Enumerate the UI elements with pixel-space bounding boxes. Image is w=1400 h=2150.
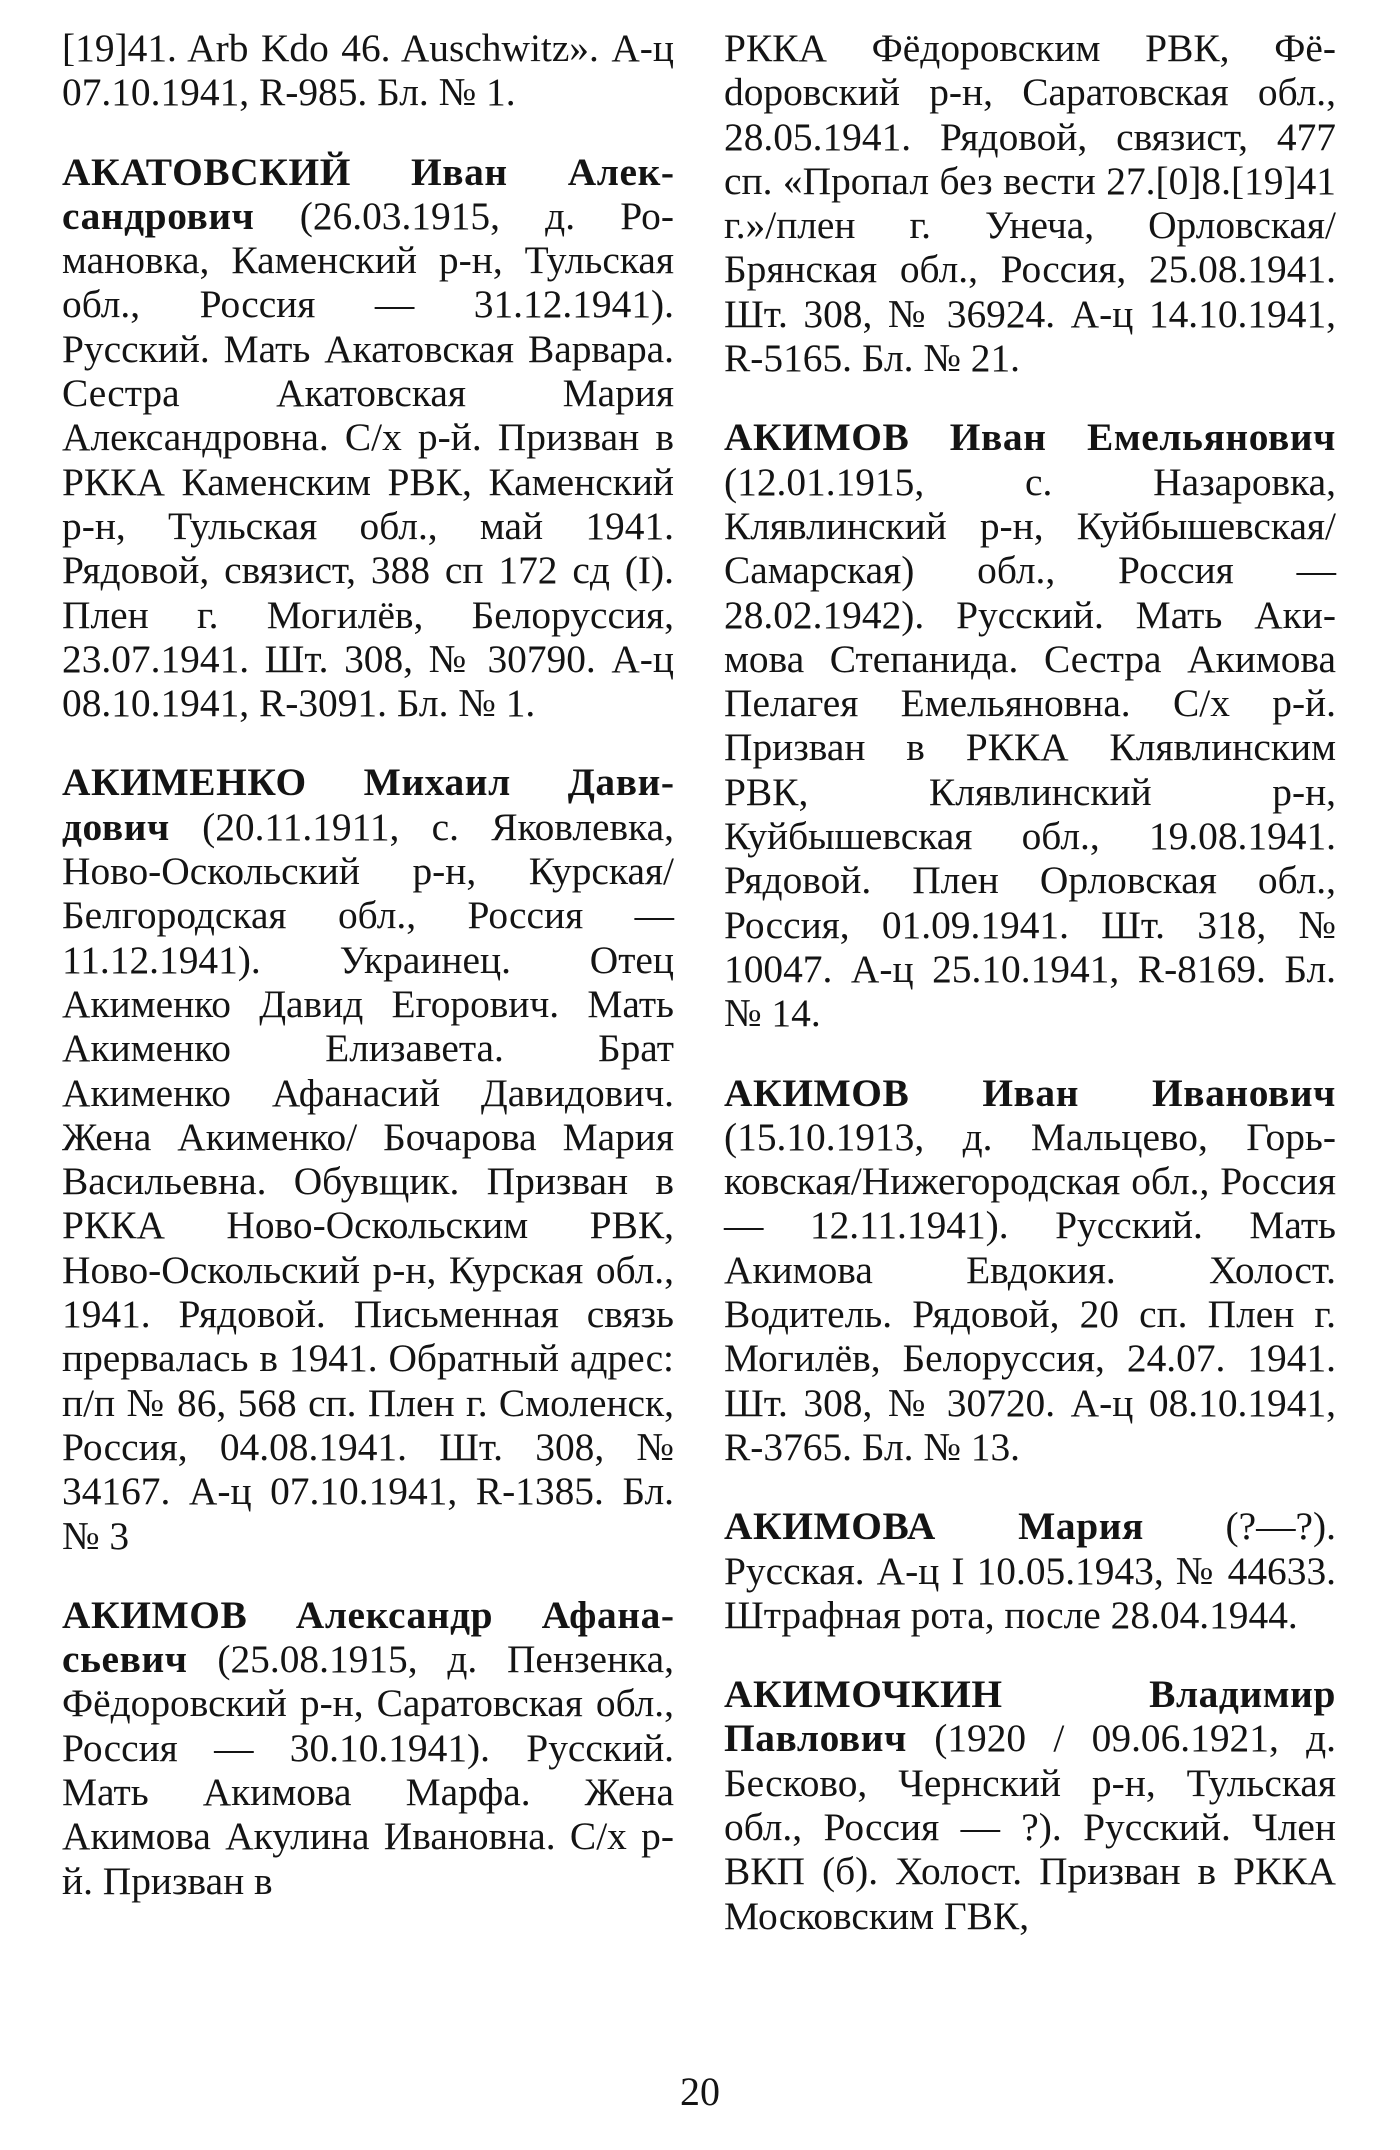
- entry-text: РККА Фёдоровским РВК, Фёdоровский р-н, Саратовская обл., 28.05.1941. Рядовой, связист, 477 сп. «Пропал без вести 27.[0]8.[19]41 г.»/плен г. Унеча, Орловская/Брянская обл., Россия, 25.08.1941. Шт. 308, № 36924. А-ц 14.10.1941, R-5165. Бл. № 21.: [724, 26, 1336, 381]
- entry-text: (20.11.1911, с. Яковлевка, Ново-Оскольский р-н, Курская/ Белгородская обл., Россия — 11.12.1941). Украинец. Отец Акименко Давид Егорович. Мать Акименко Елизавета. Брат Акименко Афанасий Давидович. Жена Акименко/ Бочарова Мария Васильевна. Обувщик. Призван в РККА Ново-Оскольским РВК, Ново-Оскольский р-н, Курская обл., 1941. Рядовой. Письменная связь прервалась в 1941. Обратный адрес: п/п № 86, 568 сп. Плен г. Смоленск, Россия, 04.08.1941. Шт. 308, № 34167. А-ц 07.10.1941, R-1385. Бл. № 3: [62, 804, 674, 1558]
- entry-akimov-ivan-ivanovich: [724, 1071, 1336, 1470]
- entry-text: (15.10.1913, д. Мальцево, Горьковская/Нижегородская обл., Россия — 12.11.1941). Русский. Мать Акимова Евдокия. Холост. Водитель. Рядовой, 20 сп. Плен г. Могилёв, Белоруссия, 24.07. 1941. Шт. 308, № 30720. А-ц 08.10.1941, R-3765. Бл. № 13.: [724, 1114, 1336, 1469]
- page-number: 20: [680, 2069, 720, 2114]
- entry-text: (26.03.1915, д. Романовка, Каменский р-н, Тульская обл., Россия — 31.12.1941). Русский. Мать Акатовская Варвара. Сестра Акатовская Мария Александровна. С/х р-й. Призван в РККА Каменским РВК, Каменский р-н, Тульская обл., май 1941. Рядовой, связист, 388 сп 172 сд (I). Плен г. Могилёв, Белоруссия, 23.07.1941. Шт. 308, № 30790. А-ц 08.10.1941, R-3091. Бл. № 1.: [62, 193, 674, 726]
- entry-text: (25.08.1915, д. Пензенка, Фёдоровский р-н, Саратовская обл., Россия — 30.10.1941). Русский. Мать Акимова Марфа. Жена Акимова Акулина Ивановна. С/х р-й. Призван в: [62, 1637, 674, 1903]
- entry-name: АКАТОВСКИЙ Иван Александрович: [62, 149, 674, 238]
- entry-akimova-maria: [724, 1504, 1336, 1637]
- left-column: [62, 26, 674, 1938]
- right-column: [724, 26, 1336, 1973]
- entry-name: АКИМОВ Иван Емельянович: [724, 415, 1336, 460]
- entry-akimochkin: [724, 1672, 1336, 1938]
- entry-akatovsky: [62, 150, 674, 726]
- entry-akimenko: [62, 760, 674, 1557]
- entry-akimov-alexander: [62, 1593, 674, 1903]
- entry-text: [19]41. Arb Kdo 46. Auschwitz». А-ц 07.10.1941, R-985. Бл. № 1.: [62, 26, 674, 115]
- entry-continuation: [724, 26, 1336, 380]
- entry-name: АКИМОВ Иван Иванович: [724, 1070, 1336, 1115]
- entry-continuation: [62, 26, 674, 115]
- entry-name: АКИМОВ Александр Афанасьевич: [62, 1592, 674, 1682]
- entry-text: (12.01.1915, с. Назаровка, Клявлинский р-н, Куйбышевская/ Самарская) обл., Россия — 28.02.1942). Русский. Мать Акимова Степанида. Сестра Акимова Пелагея Емельяновна. С/х р-й. Призван в РККА Клявлинским РВК, Клявлинский р-н, Куйбышевская обл., 19.08.1941. Рядовой. Плен Орловская обл., Россия, 01.09.1941. Шт. 318, № 10047. А-ц 25.10.1941, R-8169. Бл. № 14.: [724, 459, 1336, 1036]
- entry-akimov-ivan-emelyanovich: [724, 415, 1336, 1035]
- entry-text: (?—?). Русская. А-ц I 10.05.1943, № 44633. Штрафная рота, после 28.04.1944.: [724, 1504, 1336, 1637]
- entry-name: АКИМОЧКИН Владимир Павлович: [724, 1672, 1336, 1761]
- entry-text: (1920 / 09.06.1921, д. Бесково, Чернский р-н, Тульская обл., Россия — ?). Русский. Член ВКП (б). Холост. Призван в РККА Московским ГВК,: [724, 1716, 1336, 1938]
- entry-name: АКИМЕНКО Михаил Давидович: [62, 760, 674, 849]
- entry-name: АКИМОВА Мария: [724, 1504, 1144, 1549]
